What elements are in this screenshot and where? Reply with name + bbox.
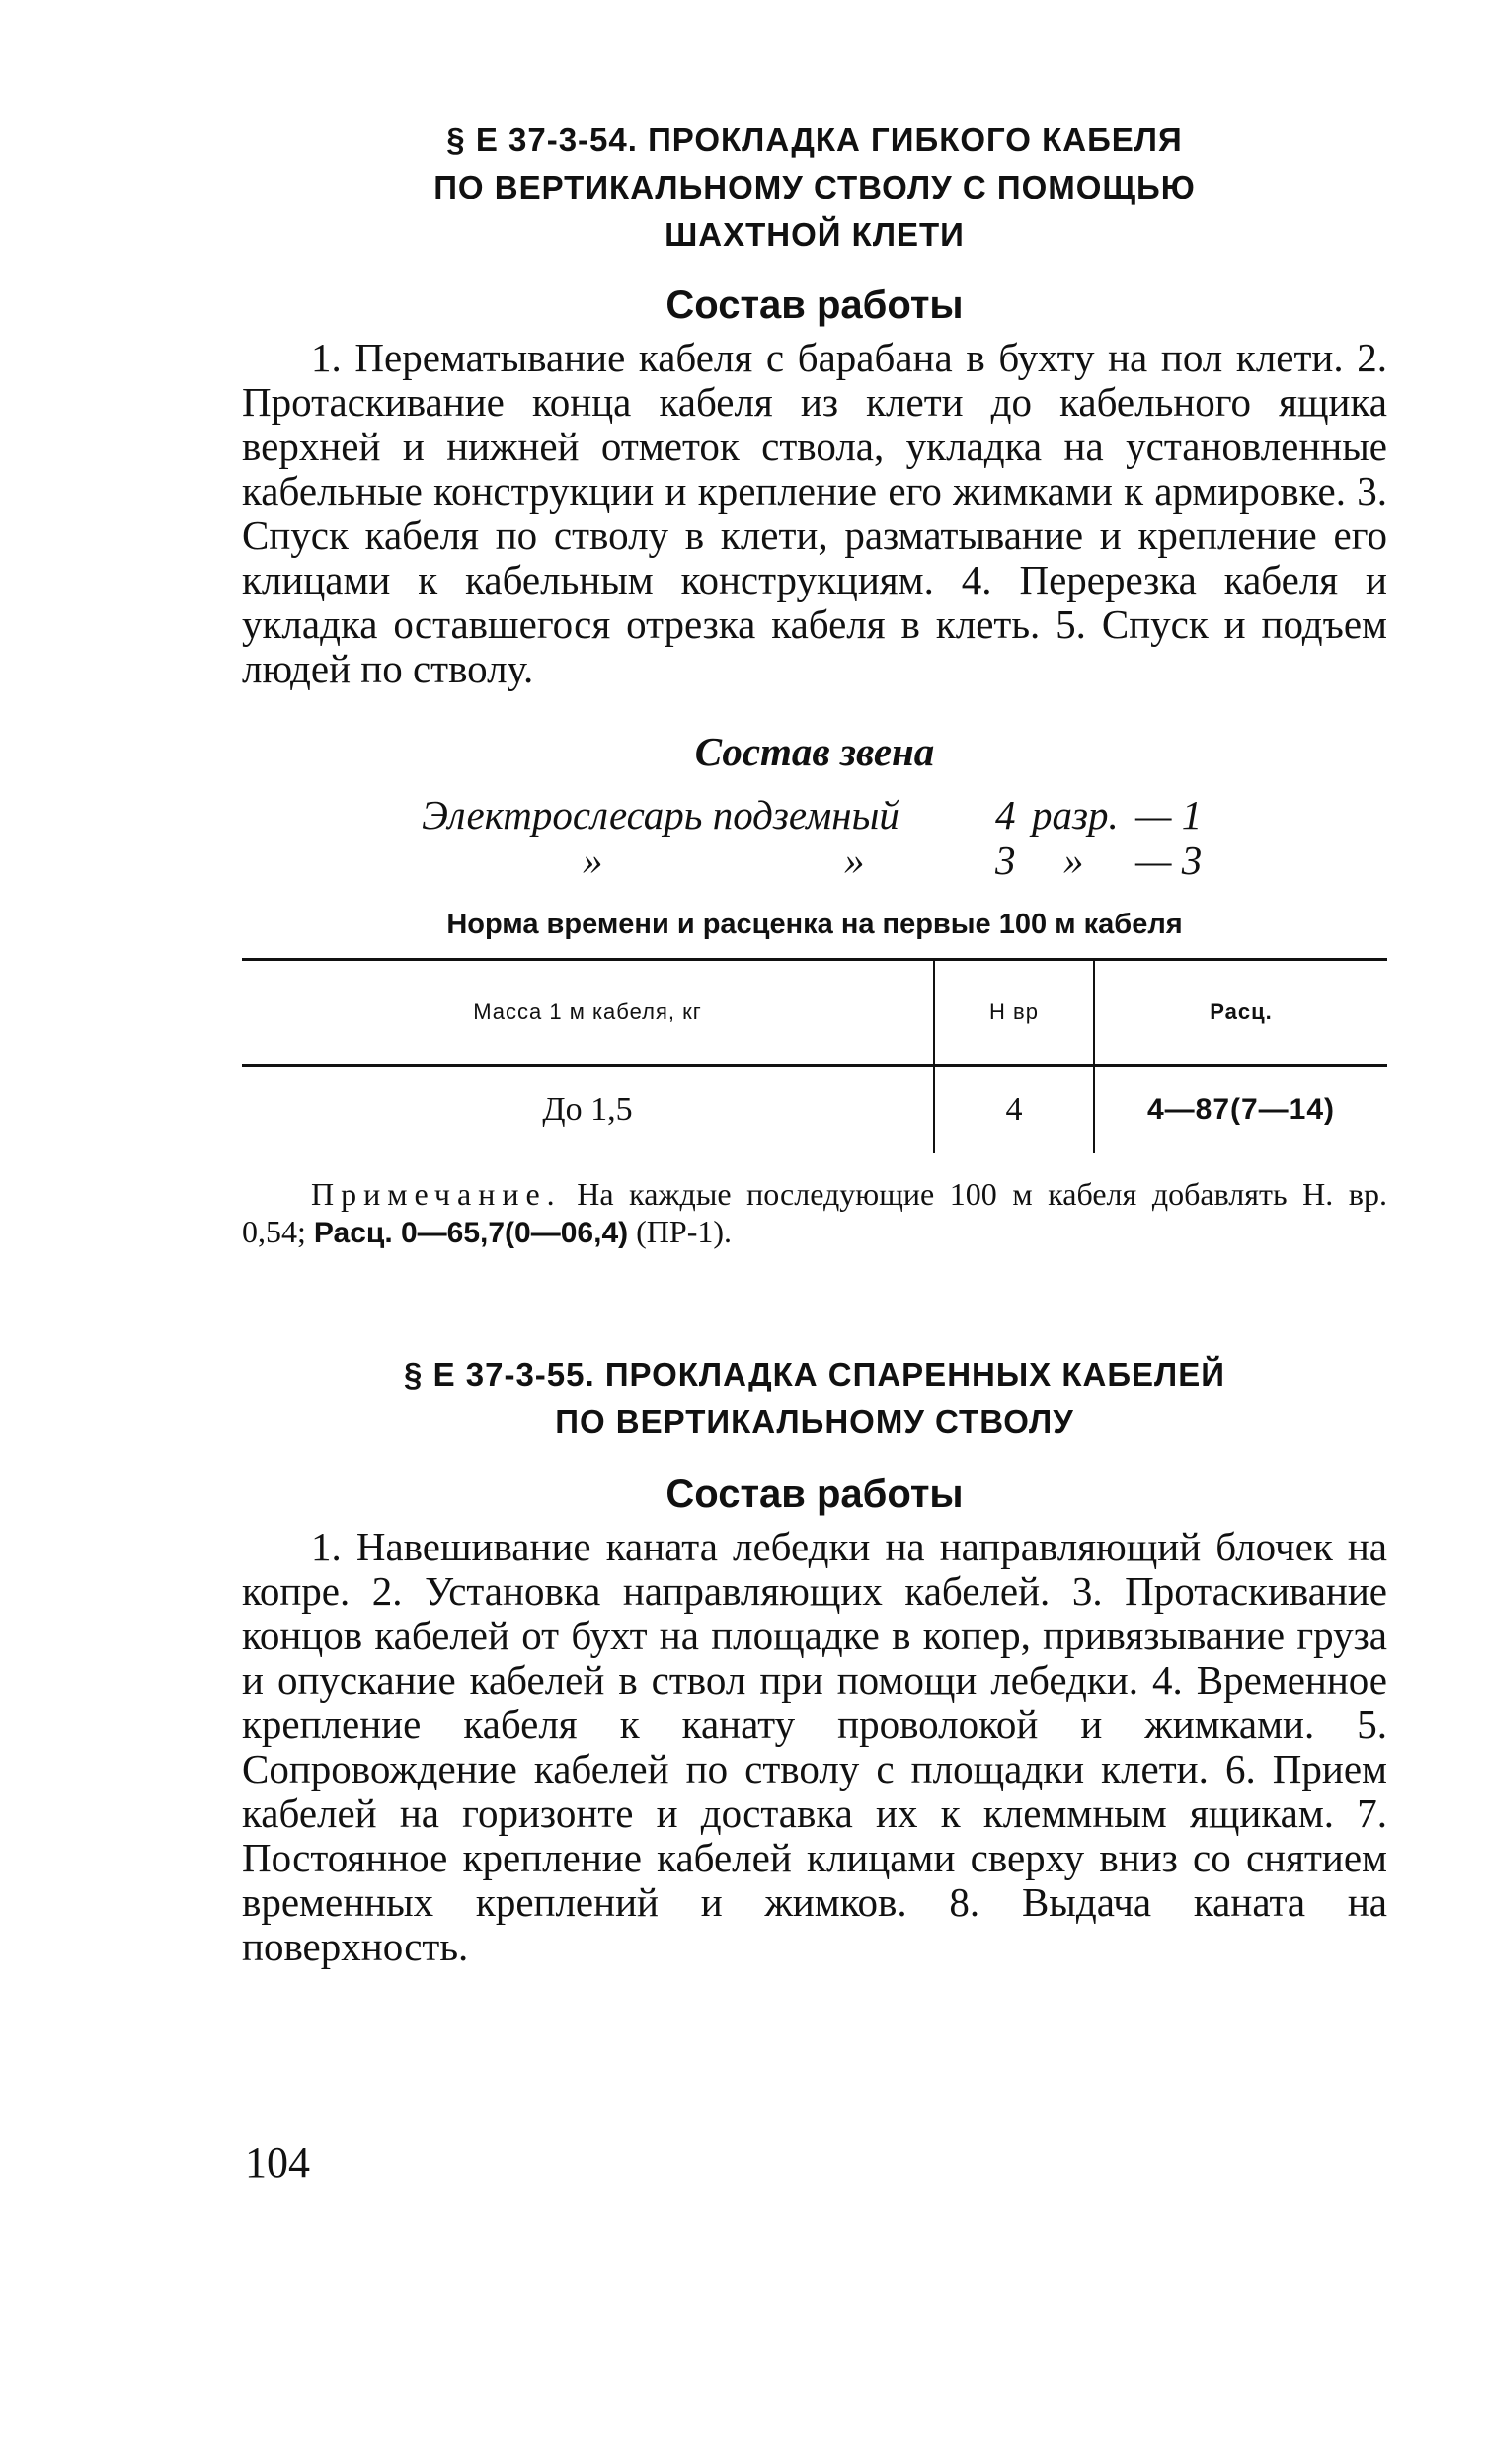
- title-line: § Е 37-3-54. ПРОКЛАДКА ГИБКОГО КАБЕЛЯ: [446, 121, 1183, 158]
- work-heading: Состав работы: [665, 1472, 964, 1516]
- crew-unit: разр.: [1032, 792, 1119, 837]
- crew-list: [242, 792, 1387, 887]
- work-description: 1. Навешивание каната лебедки на направляющий блочек на копре. 2. Установка направляющих кабелей. 3. Протаскивание концов кабелей от бухт на площадке в копер, привязывание груза и опускание кабелей в ствол при помощи лебедки. 4. Временное крепление кабеля к канату проволокой и жимками. 5. Сопровождение кабелей по стволу с площадки клети. 6. Прием кабелей на горизонте и доставка их к клеммным ящикам. 7. Постоянное крепление кабелей клицами сверху вниз со снятием временных креплений и жимков. 8. Выдача каната на поверхность.: [242, 1524, 1387, 1969]
- work-heading: Состав работы: [665, 283, 964, 327]
- title-line: ШАХТНОЙ КЛЕТИ: [665, 216, 965, 253]
- cell-time-norm: 4: [934, 1066, 1094, 1154]
- crew-profession: Электрослесарь подземный: [422, 792, 899, 837]
- norm-table: [242, 958, 1387, 1153]
- page-number: 104: [245, 2138, 310, 2186]
- title-line: ПО ВЕРТИКАЛЬНОМУ СТВОЛУ С ПОМОЩЬЮ: [433, 169, 1196, 205]
- crew-heading: Состав звена: [694, 729, 935, 774]
- crew-grade: 4: [995, 792, 1016, 837]
- header-rate: Расц.: [1094, 960, 1387, 1066]
- header-time-norm: Н вр: [934, 960, 1094, 1066]
- note-text-end: (ПР-1).: [628, 1214, 732, 1249]
- crew-count: — 1: [1135, 792, 1203, 837]
- header-mass: [242, 960, 934, 1066]
- document-page: [242, 109, 1387, 1969]
- section-title-e37-3-55: [242, 1351, 1387, 1446]
- title-line: § Е 37-3-55. ПРОКЛАДКА СПАРЕННЫХ КАБЕЛЕЙ: [404, 1356, 1225, 1392]
- note-label: Примечание.: [311, 1176, 562, 1212]
- work-description: 1. Перематывание кабеля с барабана в бухту на пол клети. 2. Протаскивание конца кабеля из клети до кабельного ящика верхней и нижней отметок ствола, укладка на установленные кабельные конструкции и крепление его жимками к армировке. 3. Спуск кабеля по стволу в клети, разматывание и крепление его клицами к кабельным конструкциям. 4. Перерезка кабеля и укладка оставшегося отрезка кабеля в клеть. 5. Спуск и подъем людей по стволу.: [242, 335, 1387, 691]
- title-line: ПО ВЕРТИКАЛЬНОМУ СТВОЛУ: [555, 1403, 1074, 1440]
- table-row: [242, 1066, 1387, 1154]
- crew-count: — 3: [1135, 837, 1203, 883]
- note-rate: Расц. 0—65,7(0—06,4): [313, 1217, 629, 1249]
- table-header-row: [242, 960, 1387, 1066]
- header-mass-label: Масса 1 м кабеля, кг: [473, 999, 702, 1024]
- norm-table-title: Норма времени и расценка на первые 100 м кабеля: [446, 909, 1183, 940]
- note-text: На каждые последующие 100 м кабеля добавлять Н. вр. 0,54;: [242, 1176, 1387, 1249]
- crew-unit-ditto: »: [1063, 837, 1084, 883]
- crew-profession-ditto: »: [583, 837, 603, 883]
- cell-mass: До 1,5: [542, 1091, 633, 1128]
- note: [242, 1175, 1387, 1252]
- crew-grade-ditto: »: [844, 837, 865, 883]
- crew-grade: 3: [995, 837, 1016, 883]
- section-title-e37-3-54: [242, 117, 1387, 259]
- cell-rate: 4—87(7—14): [1094, 1066, 1387, 1154]
